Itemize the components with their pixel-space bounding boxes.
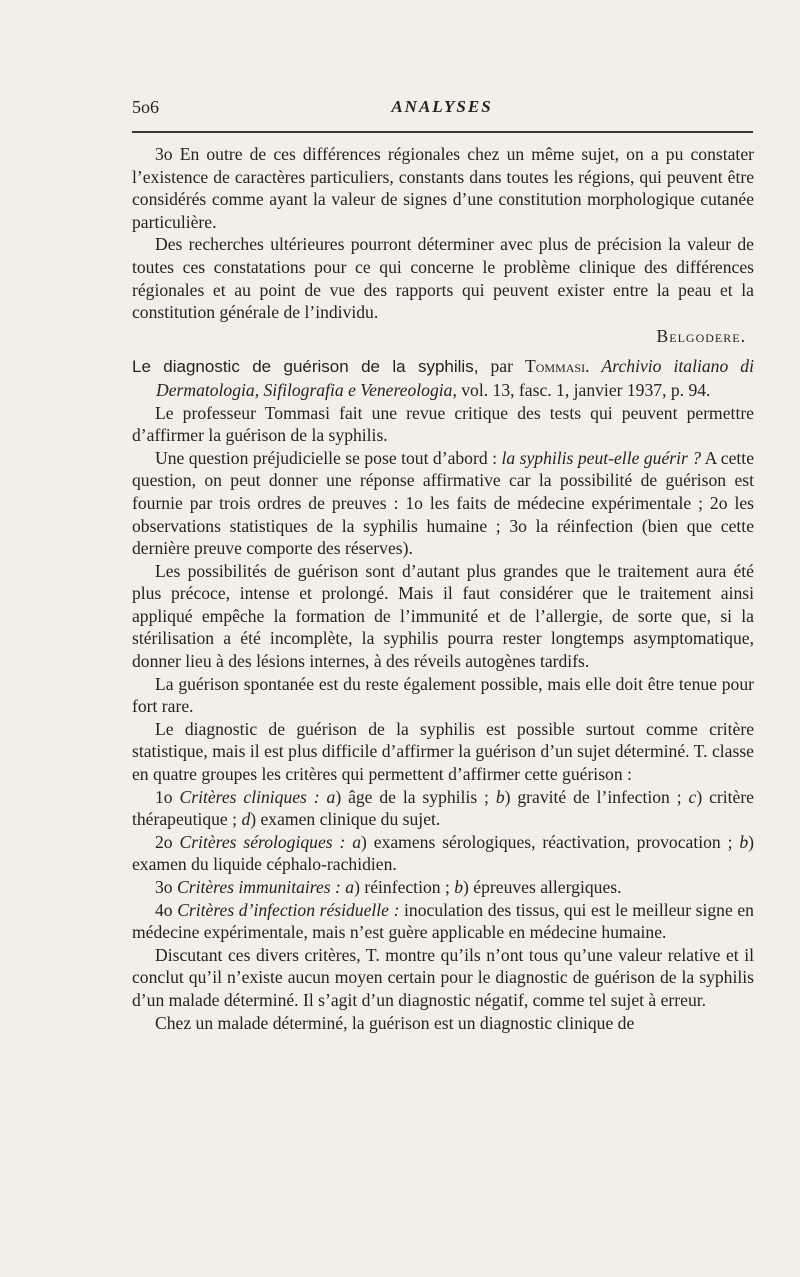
paragraph: Des recherches ultérieures pourront déterminer avec plus de précision la valeur de toutes ces constatations pour ce qui concerne le problème clinique des différences régionales et au point de vue des rapports qui peuvent exister entre la peau et la constitution générale de l’individu. xyxy=(132,234,754,323)
article-by: par xyxy=(478,356,525,377)
header-rule xyxy=(132,131,753,133)
criteria-item: 1o Critères cliniques : a) âge de la syphilis ; b) gravité de l’infection ; c) critère thérapeutique ; d) examen clinique du sujet. xyxy=(132,786,754,830)
running-head xyxy=(132,97,752,121)
paragraph: Le professeur Tommasi fait une revue critique des tests qui peuvent permettre d’affirmer la guérison de la syphilis. xyxy=(132,402,754,446)
journal-name: Archivio italiano di Dermatologia, Sifilografia e Venereologia, xyxy=(156,356,754,400)
paragraph: Discutant ces divers critères, T. montre qu’ils n’ont tous qu’une valeur relative et il conclut qu’il n’existe aucun moyen certain pour le diagnostic de guérison de la syphilis d’un malade déterminé. Il s’agit d’un diagnostic négatif, comme tel sujet à erreur. xyxy=(132,944,754,1010)
article-title: Le diagnostic de guérison de la syphilis, xyxy=(132,357,479,377)
criteria-item: 4o Critères d’infection résiduelle : inoculation des tissus, qui est le meilleur signe en médecine expérimentale, mais n’est guère applicable en médecine humaine. xyxy=(132,899,754,943)
signature: Belgodere. xyxy=(656,325,746,346)
page-number: 5o6 xyxy=(132,97,159,117)
paragraph: Une question préjudicielle se pose tout d’abord : la syphilis peut-elle guérir ? A cette question, on peut donner une réponse affirmative car la possibilité de guérison est fournie par trois ordres de preuves : 1o les faits de médecine expérimentale ; 2o les observations statistiques de la syphilis humaine ; 3o la réinfection (bien que cette dernière preuve comporte des réserves). xyxy=(132,447,755,559)
criteria-item: 3o Critères immunitaires : a) réinfection ; b) épreuves allergiques. xyxy=(155,877,622,897)
paragraph: 3o En outre de ces différences régionales chez un même sujet, on a pu constater l’existence de caractères particuliers, constants dans toutes les régions, qui peuvent être considérés comme ayant la valeur de signes d’une constitution morphologique cutanée particulière. xyxy=(132,144,754,232)
article-citation: vol. 13, fasc. 1, janvier 1937, p. 94. xyxy=(456,379,711,400)
article-heading xyxy=(132,355,754,401)
paragraph: Chez un malade déterminé, la guérison est un diagnostic clinique de xyxy=(155,1012,635,1033)
body-text xyxy=(132,143,754,1034)
article-author: Tommasi. xyxy=(524,356,590,377)
paragraph: Le diagnostic de guérison de la syphilis est possible surtout comme critère statistique, mais il est plus difficile d’affirmer la guérison d’un sujet déterminé. T. classe en quatre groupes les critères qui permettent d’affirmer cette guérison : xyxy=(132,718,754,785)
running-title: ANALYSES xyxy=(391,97,493,116)
criteria-item: 2o Critères sérologiques : a) examens sérologiques, réactivation, provocation ; b) examen du liquide céphalo-rachidien. xyxy=(132,831,754,875)
paragraph: Les possibilités de guérison sont d’autant plus grandes que le traitement aura été plus précoce, intense et prolongé. Mais il faut considérer que le traitement ainsi appliqué empêche la formation de l’immunité et de l’allergie, de sorte que, si la stérilisation a été incomplète, la syphilis pourra rester longtemps asymptomatique, donner lieu à des lésions internes, à des réveils autogènes tardifs. xyxy=(132,560,754,672)
paragraph: La guérison spontanée est du reste également possible, mais elle doit être tenue pour fort rare. xyxy=(132,673,754,717)
